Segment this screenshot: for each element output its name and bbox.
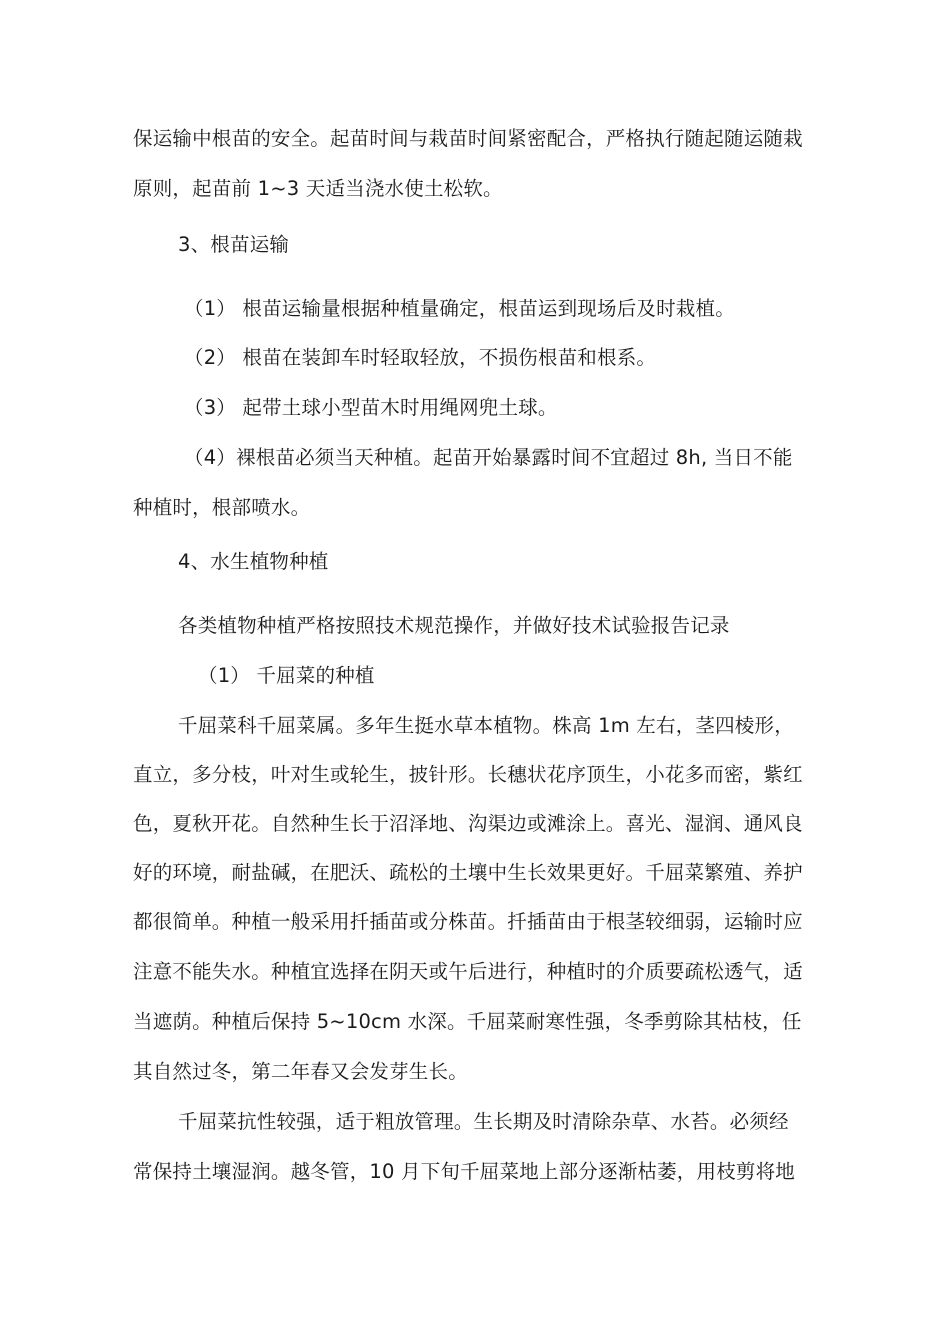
subsection-heading: （1） 千屈菜的种植: [198, 664, 375, 687]
section-heading: 4、水生植物种植: [178, 550, 329, 573]
text-line: 色，夏秋开花。自然种生长于沼泽地、沟渠边或滩涂上。喜光、湿润、通风良: [133, 812, 803, 835]
text-line: 直立，多分枝，叶对生或轮生，披针形。长穗状花序顶生，小花多而密，紫红: [133, 763, 803, 786]
text-line: 当遮荫。种植后保持 5~10cm 水深。千屈菜耐寒性强，冬季剪除其枯枝，任: [133, 1010, 802, 1033]
list-item: （1） 根苗运输量根据种植量确定，根苗运到现场后及时栽植。: [184, 297, 735, 320]
list-item: （3） 起带土球小型苗木时用绳网兜土球。: [184, 396, 558, 419]
text-line: 种植时，根部喷水。: [133, 496, 311, 519]
text-line: 千屈菜抗性较强，适于粗放管理。生长期及时清除杂草、水苔。必须经: [178, 1110, 789, 1133]
list-item: （4）裸根苗必须当天种植。起苗开始暴露时间不宜超过 8h, 当日不能: [184, 446, 793, 469]
text-line: 各类植物种植严格按照技术规范操作，并做好技术试验报告记录: [178, 614, 730, 637]
text-line: 好的环境，耐盐碱，在肥沃、疏松的土壤中生长效果更好。千屈菜繁殖、养护: [133, 861, 803, 884]
text-line: 千屈菜科千屈菜属。多年生挺水草本植物。株高 1m 左右，茎四棱形，: [178, 714, 794, 737]
text-line: 都很简单。种植一般采用扦插苗或分株苗。扦插苗由于根茎较细弱，运输时应: [133, 910, 803, 933]
text-line: 其自然过冬，第二年春又会发芽生长。: [133, 1060, 468, 1083]
list-item: （2） 根苗在装卸车时轻取轻放，不损伤根苗和根系。: [184, 346, 657, 369]
text-line: 注意不能失水。种植宜选择在阴天或午后进行，种植时的介质要疏松透气，适: [133, 960, 803, 983]
section-heading: 3、根苗运输: [178, 233, 290, 256]
text-line: 原则，起苗前 1~3 天适当浇水使土松软。: [133, 177, 503, 200]
text-line: 常保持土壤湿润。越冬管，10 月下旬千屈菜地上部分逐渐枯萎，用枝剪将地: [133, 1160, 796, 1183]
text-line: 保运输中根苗的安全。起苗时间与栽苗时间紧密配合，严格执行随起随运随栽: [133, 127, 803, 150]
